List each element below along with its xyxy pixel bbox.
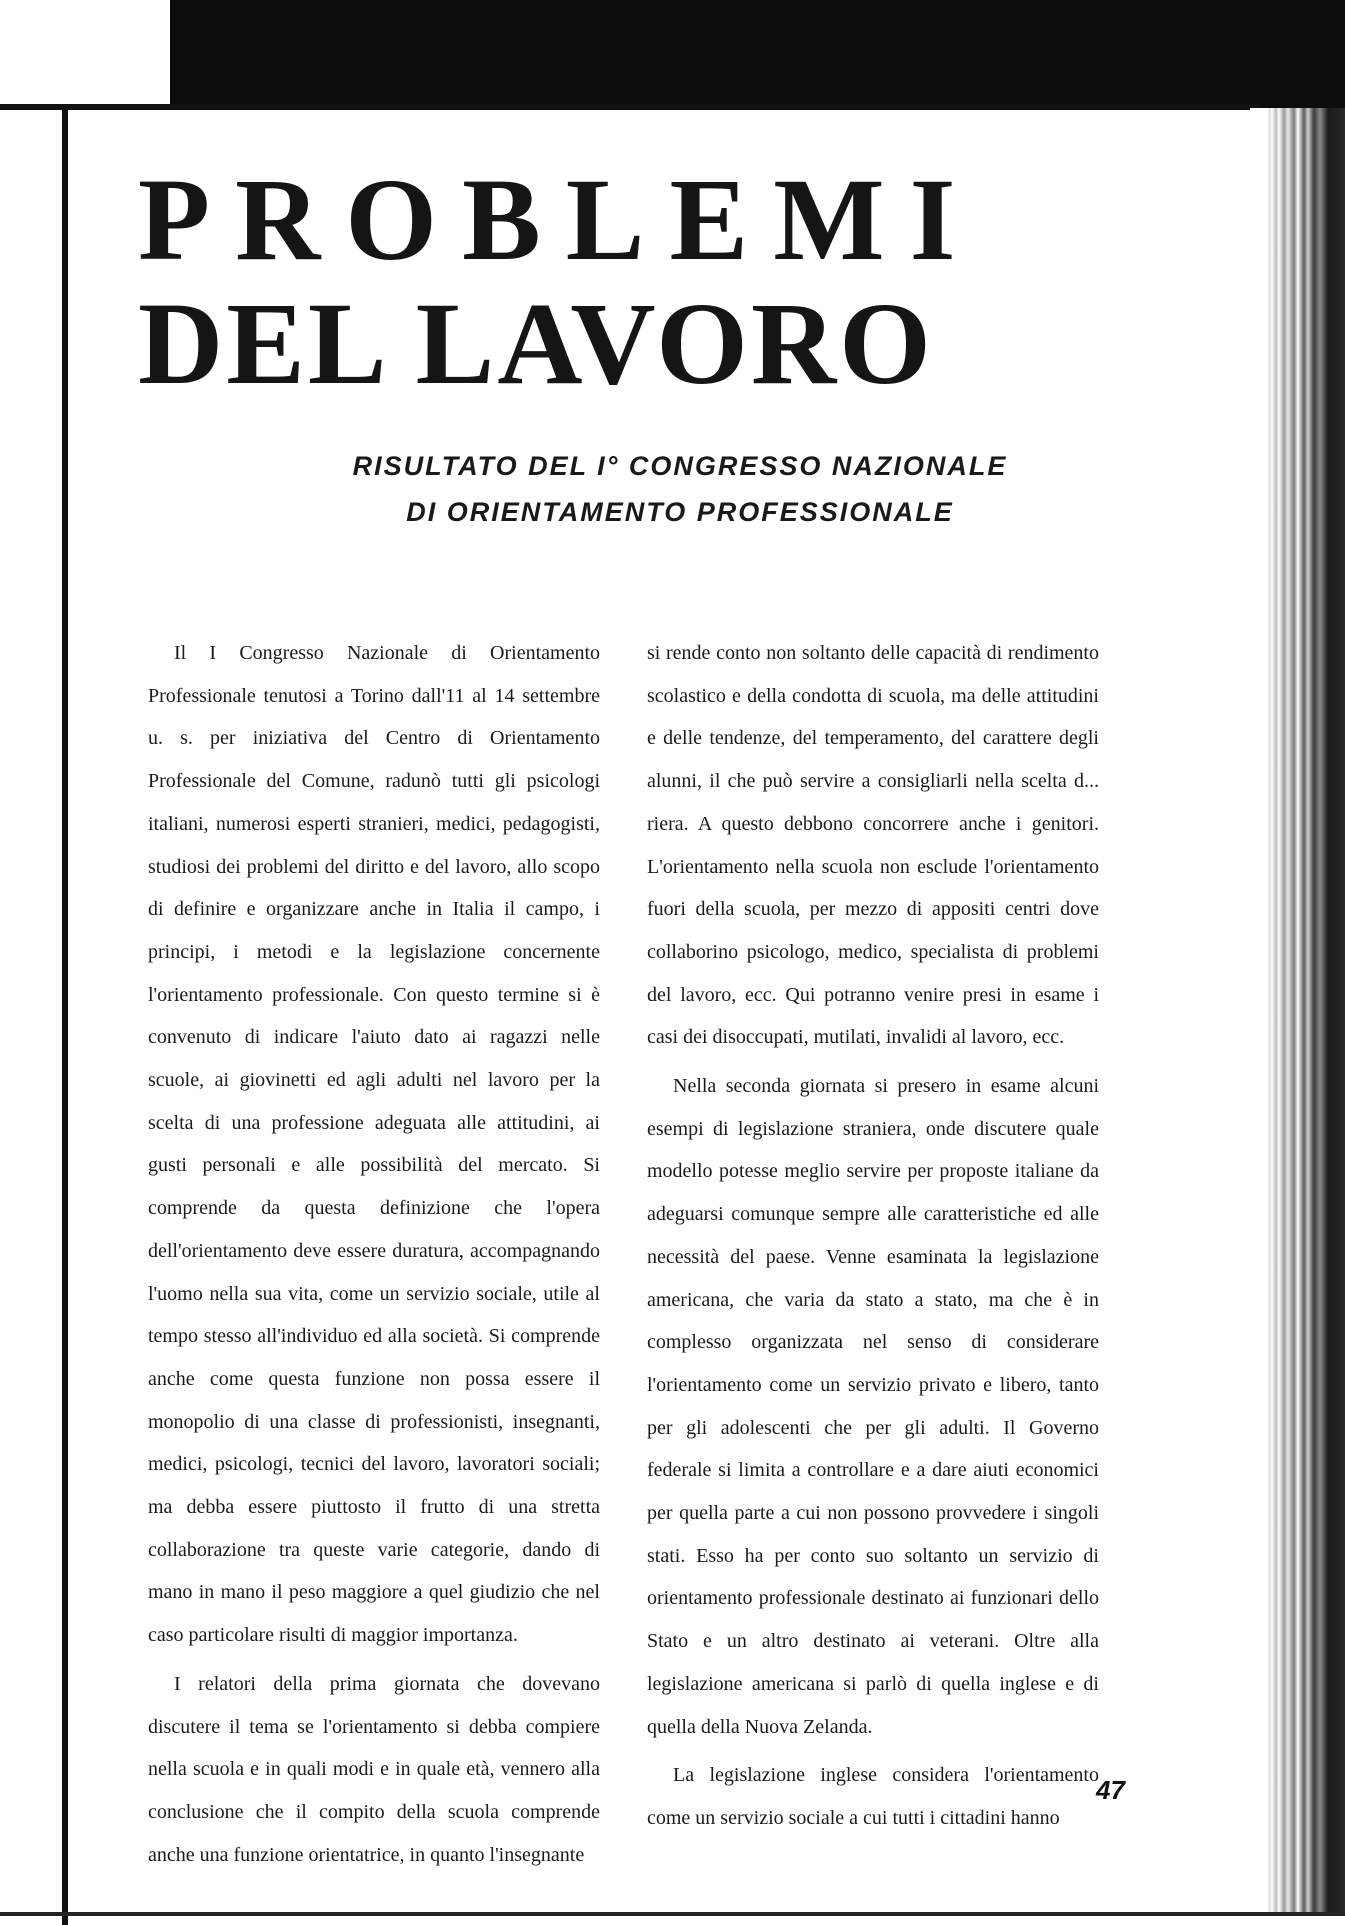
paragraph: si rende conto non soltanto delle capacità di rendimento scolastico e della condotta di scuola, ma delle attitudini e delle tendenze, del temperamento, del carattere degli alunni, il che può servire a consigliarli nella scelta d... riera. A questo debbono concorrere anche i genitori. L'orientamento nella scuola non esclude l'orientamento fuori della scuola, per mezzo di appositi centri dove collaborino psicologo, medico, specialista di problemi del lavoro, ecc. Qui potranno venire presi in esame i casi dei disoccupati, mutilati, invalidi al lavoro, ecc.: [647, 642, 1099, 1049]
page-number: 47: [1096, 1775, 1125, 1805]
paragraph: La legislazione inglese considera l'orientamento come un servizio sociale a cui tutti i cittadini hanno: [647, 1764, 1099, 1829]
subtitle-line-2: DI ORIENTAMENTO PROFESSIONALE: [406, 497, 954, 527]
article-title: [138, 154, 1038, 409]
left-text-column: [148, 632, 600, 1876]
title-line-1: PROBLEMI: [138, 154, 981, 285]
paragraph: Nella seconda giornata si presero in esame alcuni esempi di legislazione straniera, onde discutere quale modello potesse meglio servire per proposte italiane da adeguarsi comunque sempre alle caratteristiche ed alle necessità del paese. Venne esaminata la legislazione americana, che varia da stato a stato, ma che è in complesso organizzata nel senso di considerare l'orientamento come un servizio privato e libero, tanto per gli adolescenti che per gli adulti. Il Governo federale si limita a controllare e a dare aiuti economici per quella parte a cui non possono provvedere i singoli stati. Esso ha per conto suo soltanto un servizio di orientamento professionale destinato ai funzionari dello Stato e un altro destinato ai veterani. Oltre alla legislazione americana si parlò di quella inglese e di quella della Nuova Zelanda.: [647, 1075, 1099, 1738]
right-text-column: [647, 632, 1099, 1840]
top-rule: [0, 104, 1260, 110]
bottom-rule: [0, 1912, 1345, 1916]
book-page-edges: [1250, 108, 1345, 1912]
subtitle-line-1: RISULTATO DEL I° CONGRESSO NAZIONALE: [352, 451, 1008, 481]
paragraph: Il I Congresso Nazionale di Orientamento Professionale tenutosi a Torino dall'11 al 14 settembre u. s. per iniziativa del Centro di Orientamento Professionale del Comune, radunò tutti gli psicologi italiani, numerosi esperti stranieri, medici, pedagogisti, studiosi dei problemi del diritto e del lavoro, allo scopo di definire e organizzare anche in Italia il campo, i principi, i metodi e la legislazione concernente l'orientamento professionale. Con questo termine si è convenuto di indicare l'aiuto dato ai ragazzi nelle scuole, ai giovinetti ed agli adulti nel lavoro per la scelta di una professione adeguata alle attitudini, ai gusti personali e alle possibilità del mercato. Si comprende da questa definizione che l'opera dell'orientamento deve essere duratura, accompagnando l'uomo nella sua vita, come un servizio sociale, utile al tempo stesso all'individuo ed alla società. Si comprende anche come questa funzione non possa essere il monopolio di una classe di professionisti, insegnanti, medici, psicologi, tecnici del lavoro, lavoratori sociali; ma debba essere piuttosto il frutto di una stretta collaborazione tra queste varie categorie, dando di mano in mano il peso maggiore a quel giudizio che nel caso particolare risulti di maggior importanza.: [148, 642, 600, 1647]
paragraph: I relatori della prima giornata che dovevano discutere il tema se l'orientamento si debba compiere nella scuola e in quali modi e in quale età, vennero alla conclusione che il compito della scuola comprende anche una funzione orientatrice, in quanto l'insegnante: [148, 1672, 600, 1866]
left-margin-rule: [62, 108, 68, 1925]
top-black-band: [170, 0, 1345, 108]
title-line-2: DEL LAVORO: [138, 278, 934, 409]
article-subtitle: [300, 443, 1060, 535]
